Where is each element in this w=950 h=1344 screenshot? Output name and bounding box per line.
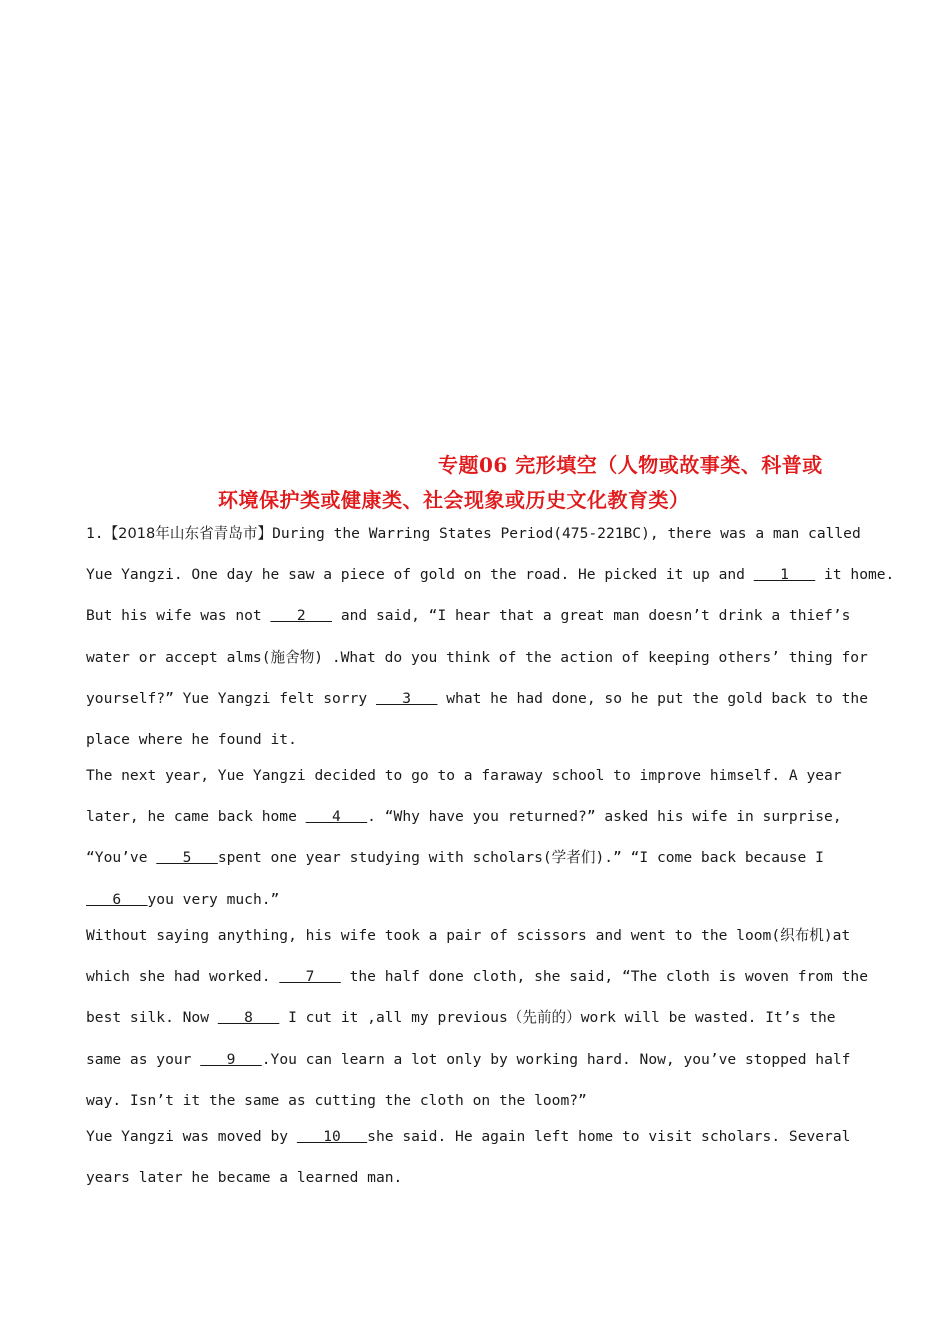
passage-line (86, 807, 842, 827)
passage-text: same as your (86, 1051, 201, 1068)
passage-line (86, 848, 824, 868)
passage-text: . “Why have you returned?” asked his wife in surprise, (367, 808, 842, 825)
passage-line (86, 524, 861, 544)
passage-line (86, 967, 868, 987)
passage-line (86, 926, 850, 946)
passage-text: she said. He again left home to visit scholars. Several (367, 1128, 851, 1145)
passage-text: later, he came back home (86, 808, 306, 825)
blank-5[interactable]: 5 (156, 849, 218, 866)
passage-text: spent one year studying with scholars(学者们).” “I come back because I (217, 849, 824, 866)
passage-line (86, 1168, 402, 1188)
blank-7[interactable]: 7 (279, 968, 341, 985)
blank-9[interactable]: 9 (200, 1051, 262, 1068)
passage-text: .You can learn a lot only by working hard. Now, you’ve stopped half (261, 1051, 851, 1068)
passage-text: the half done cloth, she said, “The cloth is woven from the (340, 968, 868, 985)
passage-line (86, 766, 842, 786)
passage-line (86, 1127, 850, 1147)
passage-text: best silk. Now (86, 1009, 218, 1026)
passage-text: Yue Yangzi was moved by (86, 1128, 297, 1145)
passage-text: you very much.” (147, 891, 280, 908)
passage-line (86, 689, 868, 709)
passage-line (86, 606, 850, 626)
passage-text: place where he found it. (86, 731, 297, 748)
passage-line (86, 565, 894, 585)
passage-text: Without saying anything, his wife took a pair of scissors and went to the loom(织布机)at (86, 927, 851, 944)
passage-line (86, 1008, 836, 1028)
blank-4[interactable]: 4 (305, 808, 368, 825)
blank-3[interactable]: 3 (375, 690, 438, 707)
passage-text: yourself?” Yue Yangzi felt sorry (86, 690, 376, 707)
blank-2[interactable]: 2 (270, 607, 333, 624)
passage-line (86, 890, 279, 910)
passage-text: and said, “I hear that a great man doesn’t drink a thief’s (332, 607, 851, 624)
passage-line (86, 1050, 850, 1070)
passage-text: I cut it ,all my previous（先前的）work will be wasted. It’s the (279, 1009, 836, 1026)
page-title-line-2: 环境保护类或健康类、社会现象或历史文化教育类） (218, 488, 690, 512)
passage-text: years later he became a learned man. (86, 1169, 403, 1186)
blank-1[interactable]: 1 (753, 566, 816, 583)
passage-text: water or accept alms(施舍物) .What do you think of the action of keeping others’ thing for (86, 649, 868, 666)
passage-text: what he had done, so he put the gold back to the (437, 690, 868, 707)
question-number: 1. (86, 525, 104, 542)
blank-6[interactable]: 6 (86, 891, 148, 908)
passage-text: The next year, Yue Yangzi decided to go to a faraway school to improve himself. A year (86, 767, 842, 784)
passage-text: it home. (815, 566, 895, 583)
question-source: 【2018年山东省青岛市】 (103, 525, 273, 542)
blank-8[interactable]: 8 (217, 1009, 280, 1026)
page-title-line-1: 专题06 完形填空（人物或故事类、科普或 (438, 453, 823, 477)
passage-line (86, 648, 868, 668)
passage-text: “You’ve (86, 849, 157, 866)
passage-text: which she had worked. (86, 968, 280, 985)
blank-10[interactable]: 10 (296, 1128, 368, 1145)
passage-text: way. Isn’t it the same as cutting the cloth on the loom?” (86, 1092, 587, 1109)
passage-text: During the Warring States Period(475-221BC), there was a man called (272, 525, 861, 542)
passage-text: Yue Yangzi. One day he saw a piece of gold on the road. He picked it up and (86, 566, 754, 583)
passage-text: But his wife was not (86, 607, 271, 624)
passage-line (86, 1091, 587, 1111)
passage-line (86, 730, 297, 750)
